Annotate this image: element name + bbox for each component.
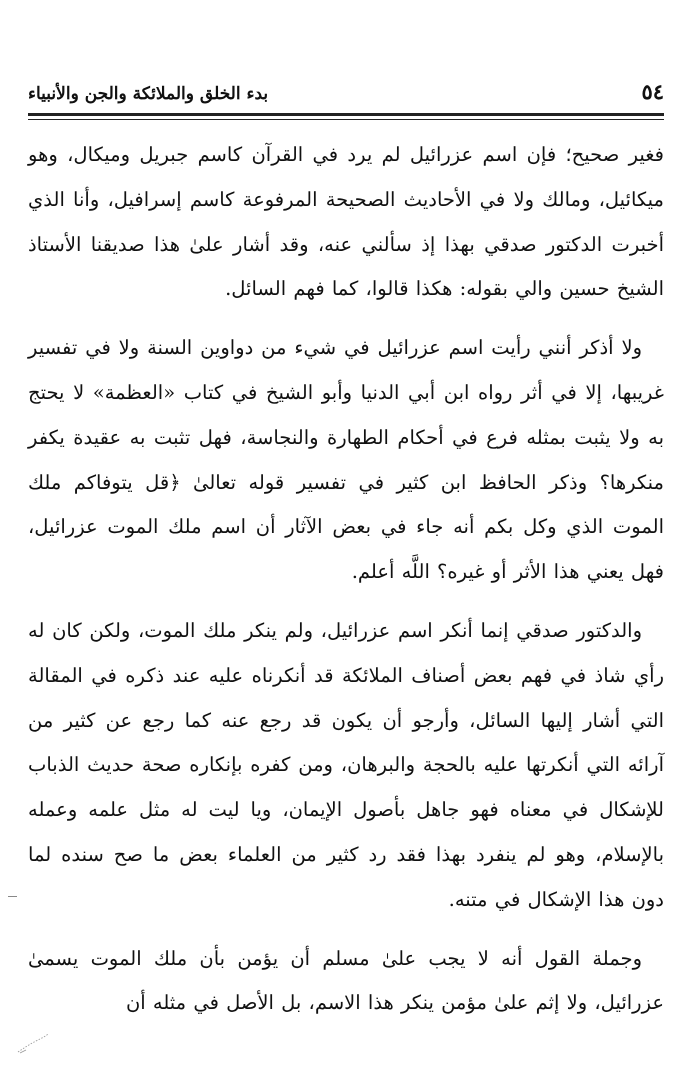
body-text (28, 133, 664, 1026)
pencil-scribble (16, 1032, 50, 1054)
header-rule-thin (28, 119, 664, 120)
header-rule-thick (28, 113, 664, 116)
paragraph-text: ولا أذكر أنني رأيت اسم عزرائيل في شيء من دواوين السنة ولا في تفسير غريبها، إلا في أثر رواه ابن أبي الدنيا وأبو الشيخ في كتاب «العظمة» لا يحتج به ولا يثبت بمثله فرع في أحكام الطهارة والنجاسة، فهل تثبت به عقيدة يكفر منكرها؟ وذكر الحافظ ابن كثير في تفسير قوله تعالىٰ ﴿قل يتوفاكم ملك الموت الذي وكل بكم أنه جاء في بعض الآثار أن اسم ملك الموت عزرائيل، فهل يعني هذا الأثر أو غيره؟ اللَّه أعلم. (28, 336, 664, 584)
paragraph-1 (28, 133, 664, 312)
page-header (28, 76, 664, 104)
paragraph-text: والدكتور صدقي إنما أنكر اسم عزرائيل، ولم ينكر ملك الموت، ولكن كان له رأي شاذ في فهم بعض أصناف الملائكة قد أنكرناه عليه عند ذكره في المقالة التي أشار إليها السائل، وأرجو أن يكون قد رجع عنه كما رجع عن كثير من آرائه التي أنكرتها عليه بالحجة والبرهان، ومن كفره بإنكاره صحة حديث الذباب للإشكال في معناه فهو جاهل بأصول الإيمان، ويا ليت له مثل علمه وعمله بالإسلام، وهو لم ينفرد بهذا فقد رد كثير من العلماء بعض ما صح سنده لما دون هذا الإشكال في متنه. (28, 618, 664, 911)
paragraph-text: فغير صحيح؛ فإن اسم عزرائيل لم يرد في القرآن كاسم جبريل وميكال، وهو ميكائيل، ومالك ولا في الأحاديث الصحيحة المرفوعة كاسم إسرافيل، وأنا الذي أخبرت الدكتور صدقي بهذا إذ سألني عنه، وقد أشار علىٰ هذا صديقنا الأستاذ الشيخ حسين والي بقوله: هكذا قالوا، كما فهم السائل. (28, 143, 664, 301)
margin-mark (8, 896, 17, 897)
paragraph-4 (28, 937, 664, 1027)
running-title: بدء الخلق والملائكة والجن والأنبياء (28, 84, 269, 104)
paragraph-2 (28, 326, 664, 595)
paragraph-3 (28, 609, 664, 923)
paragraph-text: وجملة القول أنه لا يجب علىٰ مسلم أن يؤمن بأن ملك الموت يسمىٰ عزرائيل، ولا إثم علىٰ مؤمن ينكر هذا الاسم، بل الأصل في مثله أن (28, 946, 664, 1015)
page-number: ٥٤ (641, 79, 664, 104)
